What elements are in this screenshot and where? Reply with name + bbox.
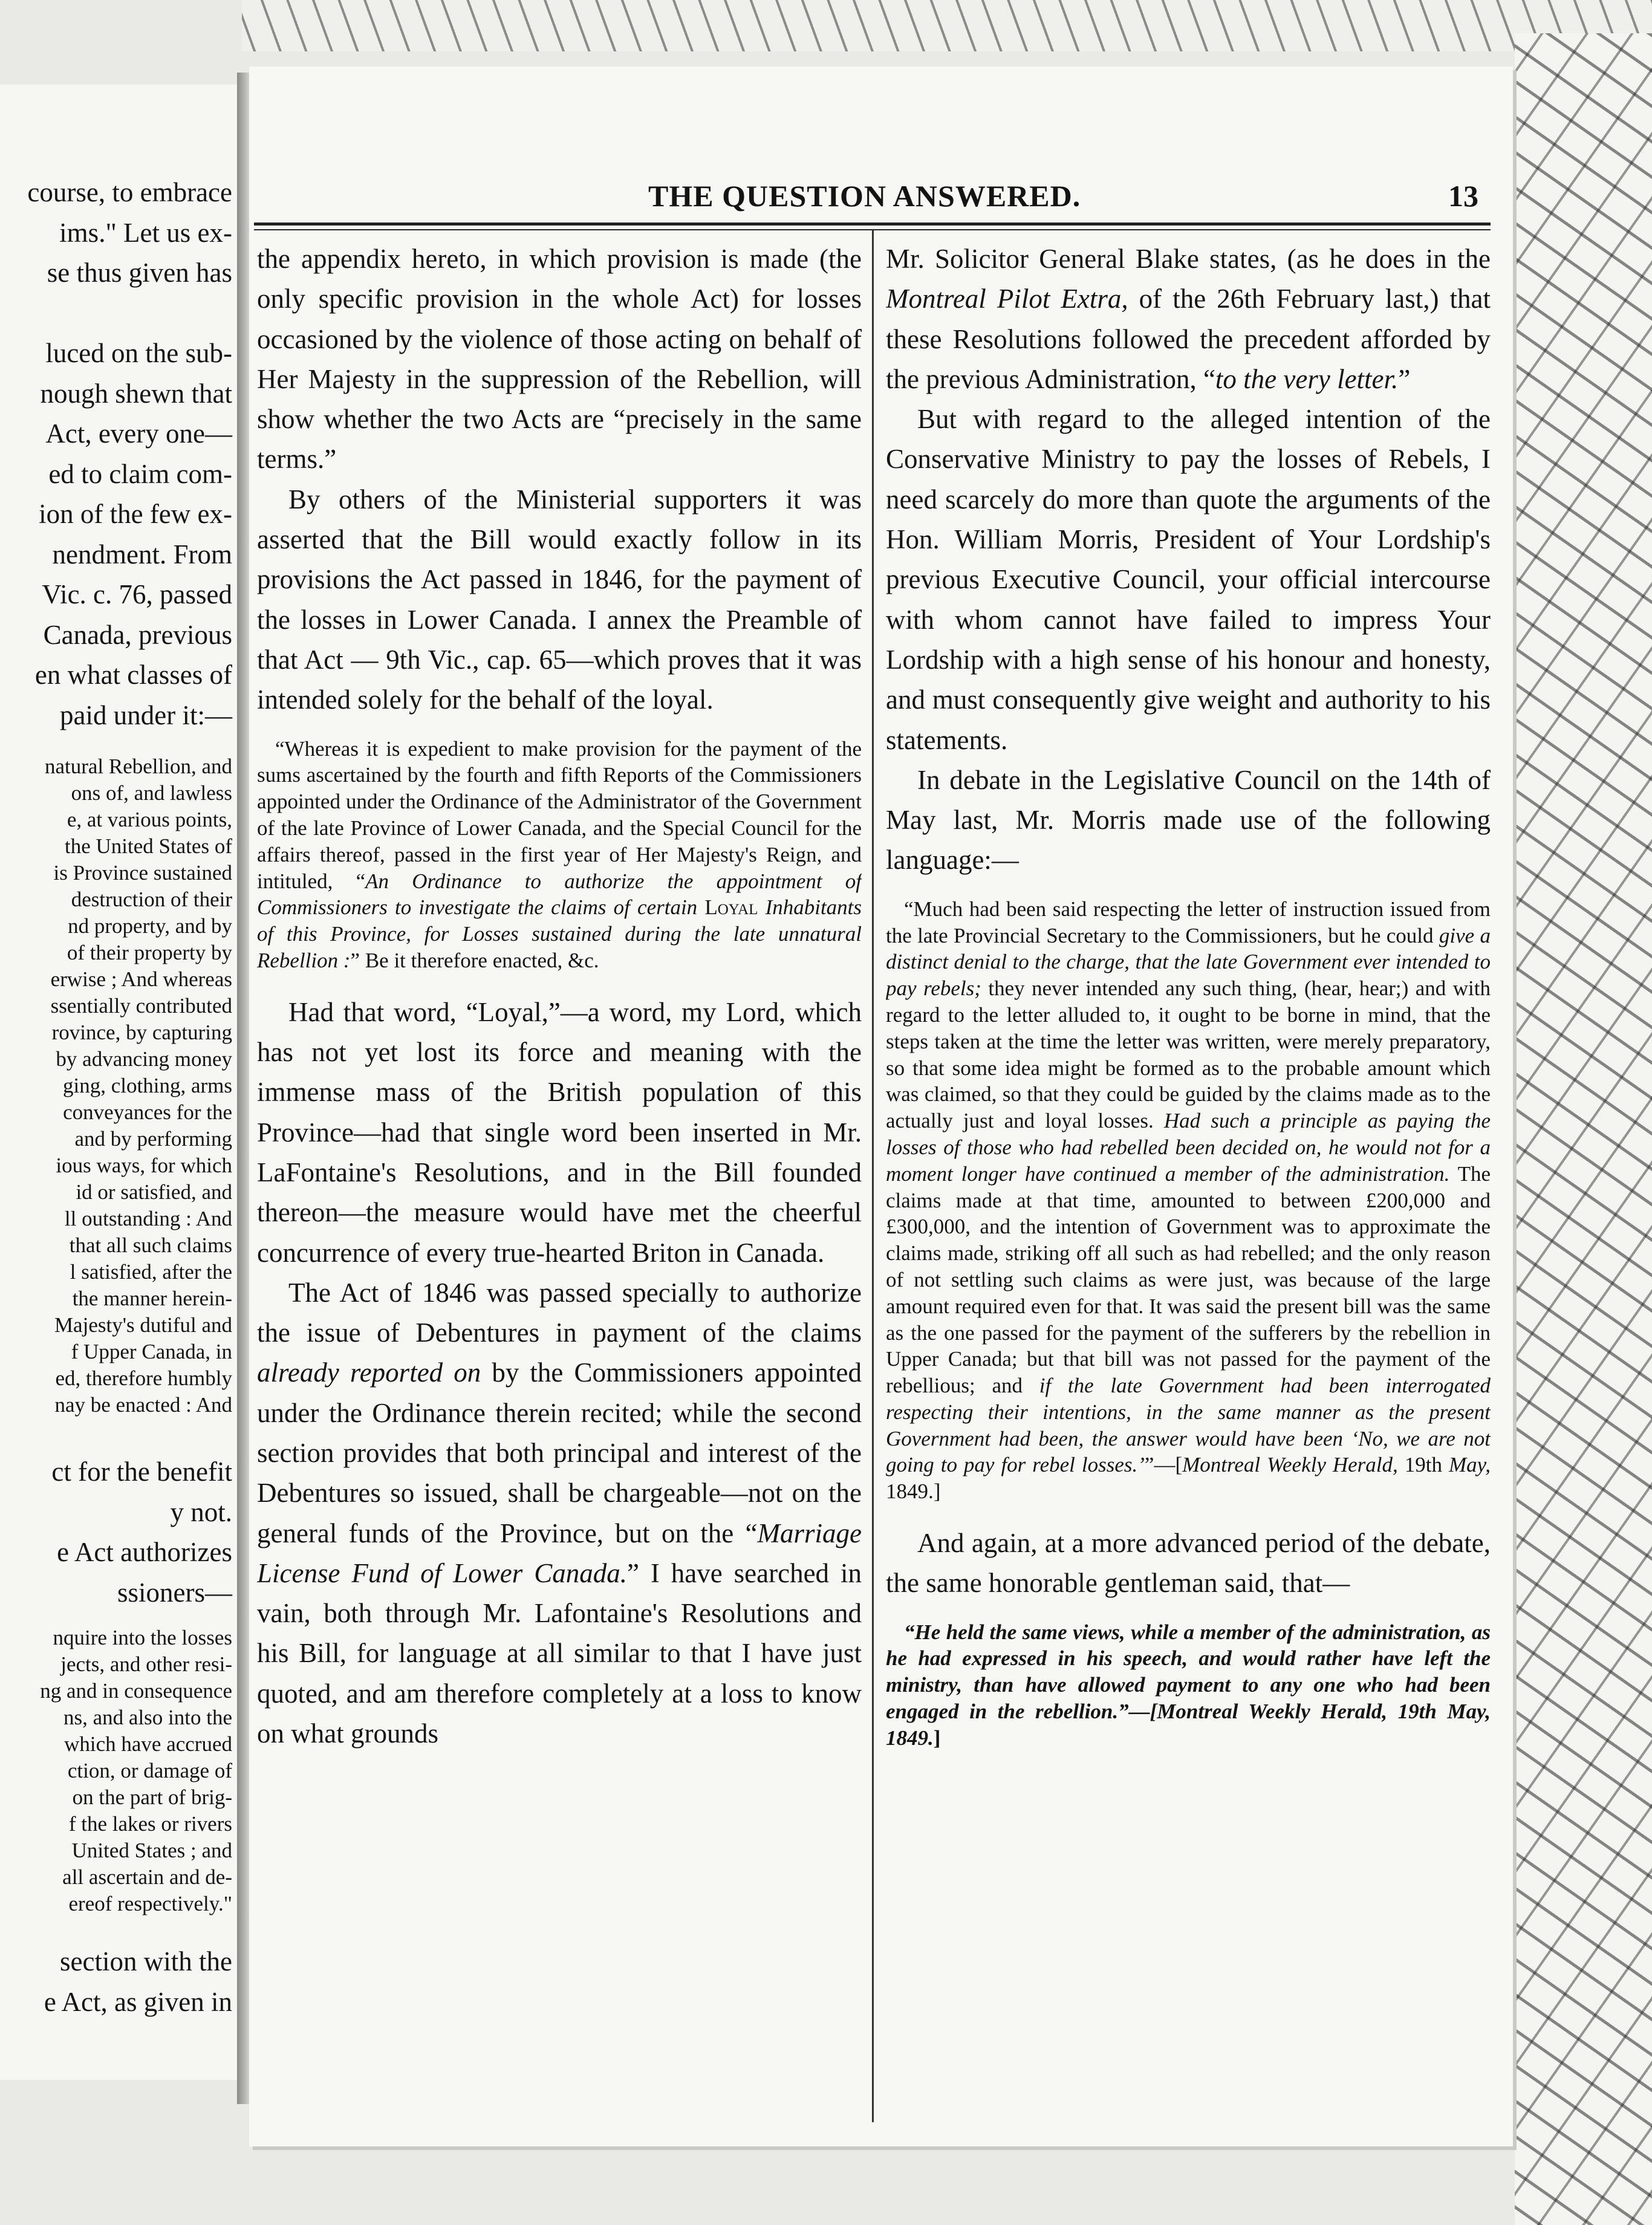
quote-italic: “He held the same views, while a member of the administration, as he had expressed in his speech, and would rather have left the ministry, than have allowed payment to any one who had been engaged in the rebellion.”—[ [886,1620,1491,1724]
paragraph-text: ” [1398,363,1411,394]
quote-text: “Whereas it is expedient to make provision for the payment of the sums ascertained by the fourth and fifth Reports of the Commissioners appointed under the Ordinance of the Administrator of the Government of the late Province of Lower Canada, and the Special Council for the affairs thereof, passed in the first year of Her Majesty's Reign, and intituled, “ [257,736,862,893]
previous-page-line: ging, clothing, arms [63,1074,232,1097]
paragraph [886,1523,1491,1603]
column-right [886,239,1491,2143]
previous-page-line: en what classes of [34,660,232,690]
previous-page-line: ct for the benefit [51,1457,232,1487]
paragraph-italic: Montreal Pilot Extra, [886,284,1128,314]
block-quote [257,736,862,974]
previous-page-line: e Act authorizes [57,1537,232,1567]
quote-text: 1849.] [886,1480,941,1504]
marbled-cover-top [242,0,1652,51]
block-quote [886,1619,1491,1752]
previous-page-line: Majesty's dutiful and [54,1313,232,1337]
previous-page-line: ereof respectively." [68,1892,232,1915]
previous-page-line: ction, or damage of [67,1759,232,1782]
previous-page-line: is Province sustained [53,861,232,885]
previous-page-line: erwise ; And whereas [50,967,232,991]
previous-page-line: y not. [170,1496,232,1527]
previous-page-line: United States ; and [71,1839,232,1862]
paragraph [257,1273,862,1754]
paragraph [886,399,1491,760]
quote-italic: May, [1449,1453,1491,1477]
paragraph [886,760,1491,880]
previous-page-line: Act, every one— [45,418,232,449]
quote-text: 19th [1404,1453,1443,1477]
previous-page-line: by advancing money [56,1047,232,1071]
previous-page-line: Vic. c. 76, passed [42,579,232,609]
quote-small-caps: Loyal [704,895,758,920]
column-divider [872,230,874,2122]
paragraph-text: The Act of 1846 was passed specially to authorize the issue of Debentures in payment of the claims [257,1277,862,1348]
previous-page-text [0,85,237,2068]
previous-page-line: e Act, as given in [44,1986,232,2017]
paragraph-text: by the Commissioners appointed under the Ordinance therein recited; while the second section provides that both principal and interest of the Debentures so issued, shall be chargeable—not on the general funds of the Province, but on the “ [257,1357,862,1548]
quote-italic: Had such a principle as paying the losses of those who had rebelled been decided on, he would not for a moment longer have continued a member of the administration. [886,1109,1491,1186]
previous-page-line: ed, therefore humbly [55,1366,232,1390]
quote-italic: Montreal Weekly Herald, 19th May, 1849. [886,1700,1491,1750]
quote-italic: An Ordinance to authorize the appointment of Commissioners to investigate the claims of certain [257,869,862,920]
previous-page-line: that all such claims [69,1233,232,1257]
previous-page-line: l satisfied, after the [70,1260,232,1284]
quote-text: ”—[ [1144,1453,1183,1477]
previous-page-line: course, to embrace [27,177,232,207]
paragraph-text: the appendix hereto, in which provision is made (the only specific provision in the whole Act) for losses occasioned by the violence of those acting on behalf of Her Majesty in the suppression of the Rebellion, will show whether the two Acts are “precisely in the same terms.” [257,244,862,475]
previous-page-line: ns, and also into the [63,1706,232,1729]
previous-page-line: the United States of [64,834,232,858]
marbled-cover-right [1515,33,1652,2225]
previous-page-line: nendment. From [52,539,232,570]
previous-page-line: nough shewn that [40,378,232,409]
previous-page-line: se thus given has [47,258,232,288]
previous-page-line: rovince, by capturing [51,1021,232,1044]
previous-page-line: ons of, and lawless [71,781,232,805]
previous-page-line: which have accrued [64,1732,232,1756]
paragraph-text: ” I have searched in vain, both through Mr. Lafontaine's Resolutions and his Bill, for language at all similar to that I have just quoted, and am therefore completely at a loss to know on what grounds [257,1558,862,1749]
book-gutter [237,73,249,2104]
previous-page-line: ious ways, for which [56,1154,232,1177]
previous-page-line: f the lakes or rivers [68,1812,232,1836]
page [249,67,1513,2146]
quote-italic: if the late Government had been interrogated respecting their intentions, in the same manner as the present Government had been, the answer would have been ‘No, we are not going to pay for rebel losses.’ [886,1374,1491,1477]
previous-page-line: jects, and other resi- [60,1652,232,1676]
running-title: THE QUESTION ANSWERED. [648,179,1081,213]
previous-page-line: e, at various points, [67,808,232,831]
previous-page-line: id or satisfied, and [76,1180,232,1204]
quote-text: ] [933,1726,941,1750]
previous-page-line: and by performing [74,1127,232,1151]
paragraph [257,239,862,479]
previous-page-line: all ascertain and de- [62,1865,232,1889]
previous-page-line: Canada, previous [43,619,232,650]
previous-page-line: luced on the sub- [45,338,232,368]
previous-page-line: nay be enacted : And [54,1393,232,1417]
previous-page-line: natural Rebellion, and [44,755,232,778]
quote-text: “Much had been said respecting the letter of instruction issued from the late Provincial Secretary to the Commissioners, but he could [886,897,1491,947]
previous-page-line: destruction of their [71,888,232,911]
previous-page-line: conveyances for the [63,1100,232,1124]
previous-page-line: ion of the few ex- [39,499,232,529]
paragraph-text: Had that word, “Loyal,”—a word, my Lord, which has not yet lost its force and meaning with the immense mass of the British population of this Province—had that single word been inserted in Mr. LaFontaine's Resolutions, and in the Bill founded thereon—the measure would have met the cheerful concurrence of every true-hearted Briton in Canada. [257,996,862,1268]
paragraph-text: And again, at a more advanced period of the debate, the same honorable gentleman said, that— [886,1528,1491,1599]
previous-page-fragment [0,85,239,2080]
paragraph-text: of the 26th February last,) that these Resolutions followed the precedent afforded by the previous Administration, “ [886,284,1491,394]
paragraph-text: By others of the Ministerial supporters it was asserted that the Bill would exactly follow in its provisions the Act passed in 1846, for the payment of the losses in Lower Canada. I annex the Preamble of that Act — 9th Vic., cap. 65—which proves that it was intended solely for the behalf of the loyal. [257,484,862,715]
previous-page-line: on the part of brig- [72,1785,232,1809]
paragraph [257,479,862,720]
paragraph [886,239,1491,399]
previous-page-line: ssentially contributed [50,994,232,1018]
previous-page-line: ed to claim com- [48,458,232,489]
block-quote [886,896,1491,1505]
quote-text: ” Be it therefore enacted, &c. [350,948,599,972]
previous-page-line: of their property by [67,941,232,964]
previous-page-line: nd property, and by [68,914,232,938]
paragraph-italic: already reported on [257,1357,481,1388]
paragraph-italic: Marriage License Fund of Lower Canada. [257,1518,862,1588]
previous-page-line: paid under it:— [60,700,232,730]
previous-page-line: f Upper Canada, in [71,1340,232,1363]
previous-page-line: section with the [60,1946,232,1977]
paragraph-italic: to the very letter. [1215,363,1399,394]
paragraph-text: In debate in the Legislative Council on the 14th of May last, Mr. Morris made use of the following language:— [886,764,1491,875]
quote-text: they never intended any such thing, (hear, hear;) and with regard to the letter alluded to, it ought to be borne in mind, that the steps taken at the time the letter was written, were merely preparatory, so that some idea might be formed as to the probable amount which was claimed, so that they could be guided by the claims made as to the actually just and loyal losses. [886,976,1491,1133]
previous-page-line: nquire into the losses [53,1626,232,1649]
quote-italic: Montreal Weekly Herald, [1182,1453,1398,1477]
quote-text: The claims made at that time, amounted to between £200,000 and £300,000, and the intention of Government was to approximate the claims made, striking off all such as had rebelled; and the only reason of not settling such claims as were just, was because of the large amount required even for that. It was said the present bill was the same as the one passed for the payment of the sufferers by the rebellion in Upper Canada; but that bill was not passed for the payment of the rebellious; and [886,1161,1491,1398]
previous-page-line: ll outstanding : And [64,1207,232,1230]
paragraph-text: Mr. Solicitor General Blake states, (as he does in the [886,244,1491,274]
quote-italic: give a distinct denial to the charge, that the late Government ever intended to pay rebels; [886,923,1491,1001]
previous-page-line: the manner herein- [72,1287,232,1310]
previous-page-line: ims." Let us ex- [59,217,232,248]
column-left [257,239,862,2143]
paragraph-text: But with regard to the alleged intention of the Conservative Ministry to pay the losses of Rebels, I need scarcely do more than quote the arguments of the Hon. William Morris, President of Your Lordship's previous Executive Council, your official intercourse with whom cannot have failed to impress Your Lordship with a high sense of his honour and honesty, and must consequently give weight and authority to his statements. [886,404,1491,755]
page-number: 13 [1448,179,1478,213]
paragraph [257,992,862,1273]
running-header [249,172,1513,221]
previous-page-line: ng and in consequence [40,1679,232,1703]
quote-italic: Inhabitants of this Province, for Losses sustained during the late unnatural Rebellion : [257,895,862,972]
previous-page-line: ssioners— [117,1577,232,1608]
